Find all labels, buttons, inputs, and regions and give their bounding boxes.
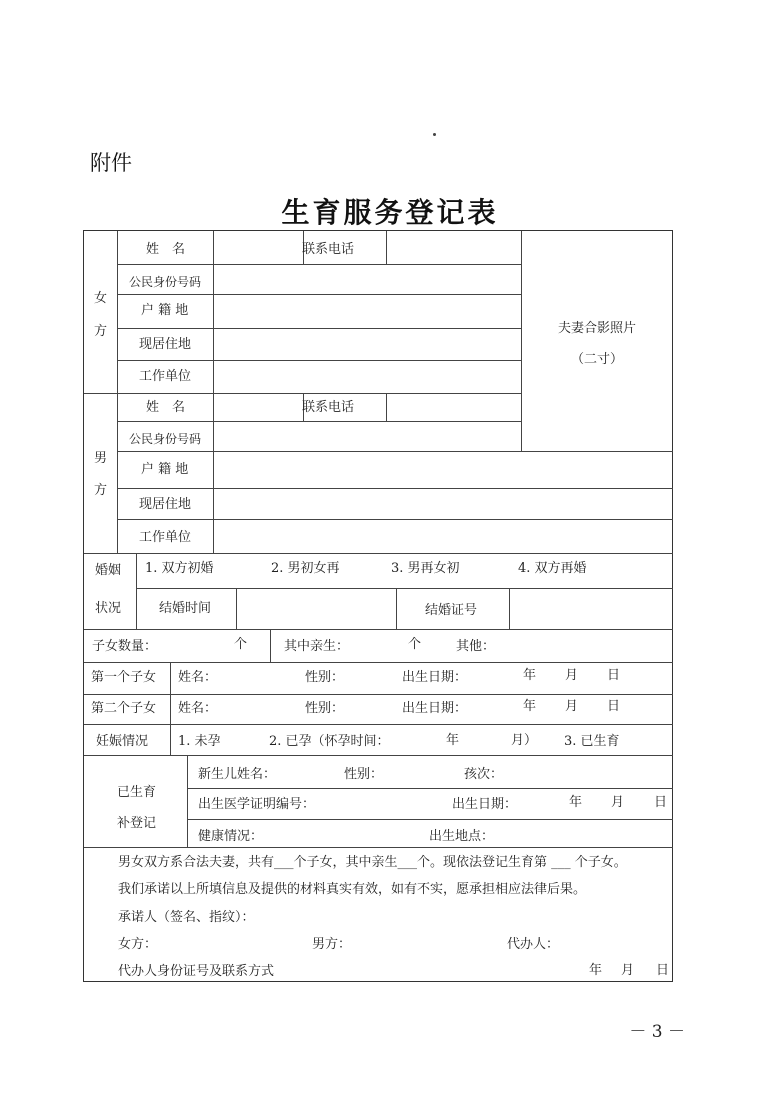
grid-line	[117, 519, 673, 520]
marriage-option: 4. 双方再婚	[518, 561, 587, 576]
declaration-agent: 代办人：	[507, 937, 560, 952]
child-name-label: 姓名：	[178, 670, 218, 685]
grid-line	[187, 788, 673, 789]
birth-date-label: 出生日期：	[452, 797, 518, 812]
female-phone-label: 联系电话	[302, 242, 355, 257]
marriage-label-1: 婚姻	[95, 563, 122, 578]
cert-no-label: 出生医学证明编号：	[198, 797, 316, 812]
grid-line	[187, 755, 188, 847]
page-number: － 3 －	[629, 1022, 685, 1042]
marriage-cert-label: 结婚证号	[425, 603, 478, 618]
scan-speck	[433, 133, 436, 136]
first-child-label: 第一个子女	[91, 670, 157, 685]
declaration-month: 月	[621, 963, 635, 978]
baby-gender-label: 性别：	[344, 767, 384, 782]
male-id-label: 公民身份号码	[129, 432, 202, 446]
grid-line	[136, 588, 673, 589]
birth-reg-label-2: 补登记	[117, 816, 157, 831]
pregnancy-opt-2: 2. 已孕（怀孕时间：	[269, 734, 390, 749]
birth-reg-label-1: 已生育	[117, 785, 157, 800]
child-name-label: 姓名：	[178, 701, 218, 716]
declaration-male: 男方：	[312, 937, 352, 952]
pregnancy-label: 妊娠情况	[96, 734, 149, 749]
pregnancy-opt-1: 1. 未孕	[178, 734, 221, 749]
birth-place-label: 出生地点：	[429, 829, 495, 844]
children-count-unit: 个	[234, 637, 248, 652]
grid-line	[84, 755, 673, 756]
female-label-2: 方	[94, 324, 108, 339]
child-day: 日	[607, 668, 621, 683]
declaration-female: 女方：	[118, 937, 158, 952]
female-id-label: 公民身份号码	[129, 275, 202, 289]
child-birth-label: 出生日期：	[402, 670, 468, 685]
grid-line	[213, 393, 214, 553]
grid-line	[521, 231, 522, 451]
baby-name-label: 新生儿姓名：	[198, 767, 277, 782]
male-phone-label: 联系电话	[302, 400, 355, 415]
declaration-line-1: 男女双方系合法夫妻，共有___个子女，其中亲生___个。现依法登记生育第 ___ 个子女。	[118, 855, 627, 870]
declaration-day: 日	[656, 963, 670, 978]
grid-line	[386, 393, 387, 421]
marriage-label-2: 状况	[95, 601, 122, 616]
male-work-label: 工作单位	[139, 530, 192, 545]
child-month: 月	[565, 668, 579, 683]
grid-line	[84, 553, 673, 554]
male-hukou-label: 户 籍 地	[141, 462, 189, 477]
grid-line	[117, 360, 521, 361]
child-birth-label: 出生日期：	[402, 701, 468, 716]
photo-label: 夫妻合影照片	[558, 321, 637, 336]
grid-line	[84, 662, 673, 663]
grid-line	[117, 231, 118, 553]
male-label-1: 男	[94, 451, 108, 466]
declaration-line-2: 我们承诺以上所填信息及提供的材料真实有效，如有不实，愿承担相应法律后果。	[118, 882, 587, 897]
pregnancy-opt-3: 3. 已生育	[564, 734, 620, 749]
grid-line	[386, 231, 387, 264]
second-child-label: 第二个子女	[91, 701, 157, 716]
child-year: 年	[523, 668, 537, 683]
child-day: 日	[607, 699, 621, 714]
marriage-date-label: 结婚时间	[159, 601, 212, 616]
grid-line	[84, 724, 673, 725]
female-hukou-label: 户 籍 地	[141, 303, 189, 318]
female-label-1: 女	[94, 291, 108, 306]
female-name-label: 姓 名	[146, 242, 186, 257]
form-title: 生育服务登记表	[281, 196, 499, 229]
male-name-label: 姓 名	[146, 400, 186, 415]
grid-line	[84, 694, 673, 695]
photo-size: （二寸）	[571, 352, 624, 367]
birth-day: 日	[654, 795, 668, 810]
pregnancy-year: 年	[446, 733, 460, 748]
grid-line	[117, 328, 521, 329]
grid-line	[84, 629, 673, 630]
grid-line	[213, 231, 214, 264]
child-gender-label: 性别：	[305, 670, 345, 685]
birth-year: 年	[569, 795, 583, 810]
grid-line	[117, 488, 673, 489]
children-other-label: 其他：	[456, 639, 496, 654]
female-residence-label: 现居住地	[139, 337, 192, 352]
male-residence-label: 现居住地	[139, 497, 192, 512]
baby-order-label: 孩次：	[464, 767, 504, 782]
children-bio-label: 其中亲生：	[284, 639, 350, 654]
child-gender-label: 性别：	[305, 701, 345, 716]
grid-line	[170, 724, 171, 755]
grid-line	[117, 421, 521, 422]
male-label-2: 方	[94, 483, 108, 498]
attachment-label: 附件	[90, 151, 132, 175]
marriage-option: 2. 男初女再	[271, 561, 340, 576]
grid-line	[136, 553, 137, 629]
declaration-agent-id: 代办人身份证号及联系方式	[118, 964, 275, 979]
child-year: 年	[523, 699, 537, 714]
grid-line	[84, 847, 673, 848]
grid-line	[117, 264, 521, 265]
children-bio-unit: 个	[408, 637, 422, 652]
pregnancy-month: 月）	[511, 733, 538, 748]
health-label: 健康情况：	[198, 829, 264, 844]
birth-month: 月	[611, 795, 625, 810]
declaration-year: 年	[589, 963, 603, 978]
grid-line	[509, 588, 510, 629]
children-count-label: 子女数量：	[92, 639, 158, 654]
grid-line	[396, 588, 397, 629]
grid-line	[236, 588, 237, 629]
grid-line	[170, 662, 171, 724]
declaration-line-3: 承诺人（签名、指纹）：	[118, 910, 255, 925]
female-work-label: 工作单位	[139, 369, 192, 384]
grid-line	[270, 629, 271, 662]
grid-line	[117, 451, 673, 452]
grid-line	[187, 819, 673, 820]
registration-form	[83, 230, 673, 982]
child-month: 月	[565, 699, 579, 714]
marriage-option: 3. 男再女初	[391, 561, 460, 576]
grid-line	[117, 294, 521, 295]
grid-line	[213, 264, 214, 393]
marriage-option: 1. 双方初婚	[145, 561, 214, 576]
